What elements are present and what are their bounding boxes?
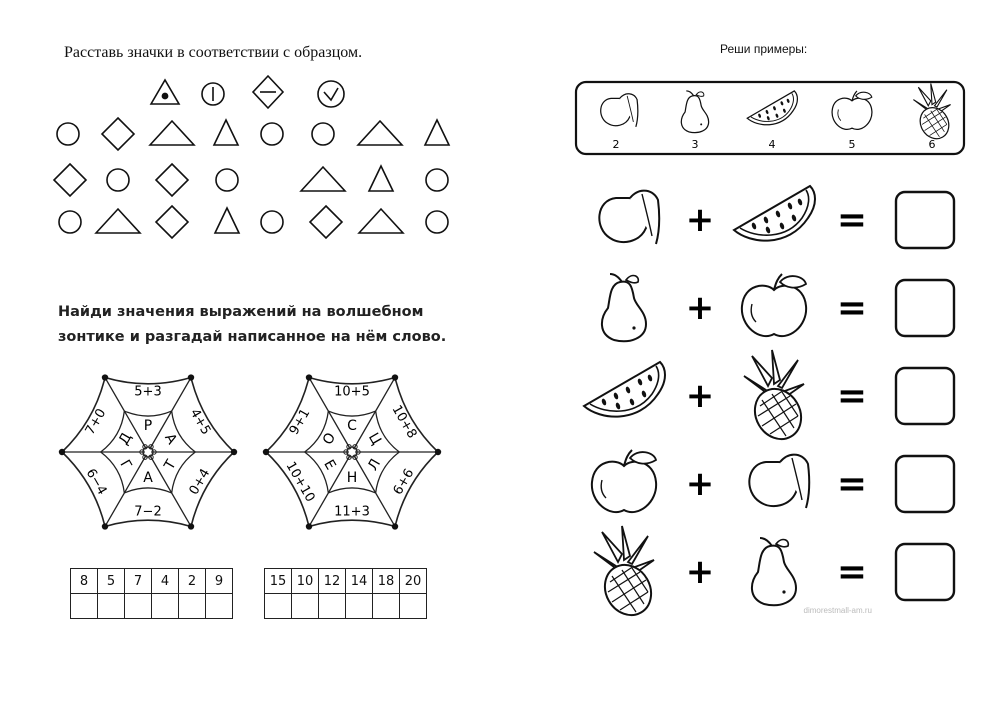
umbrella-expression: 5+3 [134, 384, 162, 400]
diamond-shape [54, 164, 86, 196]
umbrella-expression: 6+6 [390, 466, 418, 498]
answer-number-cell: 20 [400, 569, 427, 594]
umbrella-letter: Ц [364, 430, 385, 448]
answer-letter-cell[interactable] [319, 594, 346, 619]
umbrella-letter: А [161, 430, 180, 448]
answer-number-cell: 15 [265, 569, 292, 594]
equals-sign: = [836, 463, 868, 505]
answer-letter-cell[interactable] [400, 594, 427, 619]
umbrella-expression: 10+8 [388, 402, 420, 442]
answer-box[interactable] [896, 280, 954, 336]
pineapple-icon [594, 526, 660, 620]
answer-number-cell: 14 [346, 569, 373, 594]
diamond-shape [156, 206, 188, 238]
circle-shape [107, 169, 129, 191]
umbrella-letter: Г [116, 457, 135, 473]
umbrellas [40, 360, 480, 540]
circle-shape [261, 211, 283, 233]
answer-box[interactable] [896, 192, 954, 248]
circle-shape [312, 123, 334, 145]
umbrella-2 [263, 374, 441, 529]
answer-table-1 [70, 568, 233, 619]
umbrella-expression: 7+0 [82, 406, 110, 438]
circle-shape [57, 123, 79, 145]
triangle-shape [425, 120, 449, 145]
umbrella-expression: 10+5 [334, 384, 370, 400]
pineapple-icon [744, 350, 810, 448]
umbrella-expression: 7−2 [134, 504, 162, 520]
apple-icon [592, 450, 656, 512]
wide-triangle-shape [359, 209, 403, 233]
apple-icon [742, 274, 806, 336]
answer-box[interactable] [896, 544, 954, 600]
umbrella-letter: Т [161, 457, 180, 473]
answer-number-cell: 10 [292, 569, 319, 594]
circle-shape [426, 169, 448, 191]
umbrella-letter: С [347, 418, 357, 434]
umbrella-letter: Р [143, 418, 153, 434]
wide-triangle-shape [96, 209, 140, 233]
plus-sign: + [685, 552, 715, 592]
task2-title-line1: Найди значения выражений на волшебном [58, 304, 424, 320]
watermelon-icon [734, 186, 815, 241]
answer-number-cell: 7 [125, 569, 152, 594]
circle-shape [59, 211, 81, 233]
answer-letter-cell[interactable] [152, 594, 179, 619]
umbrella-expression: 11+3 [334, 504, 370, 520]
answer-table-2 [264, 568, 427, 619]
umbrella-letter: Е [320, 457, 339, 473]
umbrella-expression: 6−4 [82, 466, 110, 498]
answer-number-cell: 8 [71, 569, 98, 594]
circle-shape [261, 123, 283, 145]
task1-shapes [0, 0, 480, 260]
watermelon-icon [584, 362, 665, 417]
umbrella-letter: Л [364, 456, 385, 474]
plus-sign: + [685, 200, 715, 240]
watermark: dimorestmall-am.ru [803, 606, 872, 615]
fruit-equations [560, 60, 980, 620]
circle-shape [216, 169, 238, 191]
legend-value: 3 [691, 138, 699, 151]
answer-number-cell: 12 [319, 569, 346, 594]
answer-letter-cell[interactable] [71, 594, 98, 619]
umbrella-letter: Н [346, 470, 358, 486]
answer-letter-cell[interactable] [179, 594, 206, 619]
answer-letter-cell[interactable] [206, 594, 233, 619]
triangle-shape [369, 166, 393, 191]
triangle-shape [214, 120, 238, 145]
umbrella-expression: 4+5 [186, 406, 214, 438]
equals-sign: = [836, 199, 868, 241]
answer-letter-cell[interactable] [346, 594, 373, 619]
pear-icon [752, 538, 796, 605]
answer-letter-cell[interactable] [98, 594, 125, 619]
answer-letter-cell[interactable] [373, 594, 400, 619]
umbrella-letter: О [319, 430, 340, 448]
pear-icon [602, 274, 646, 341]
umbrella-expression: 0+4 [186, 466, 214, 498]
plus-sign: + [685, 376, 715, 416]
answer-letter-cell[interactable] [125, 594, 152, 619]
answer-number-cell: 9 [206, 569, 233, 594]
umbrella-expression: 9+1 [286, 406, 314, 438]
diamond-shape [102, 118, 134, 150]
equals-sign: = [836, 375, 868, 417]
sample-circle-check [318, 81, 344, 107]
legend-value: 4 [768, 138, 776, 151]
legend-value: 2 [612, 138, 620, 151]
answer-letter-cell[interactable] [265, 594, 292, 619]
answer-number-cell: 18 [373, 569, 400, 594]
diamond-shape [310, 206, 342, 238]
mango-icon [599, 191, 659, 244]
circle-shape [426, 211, 448, 233]
answer-box[interactable] [896, 368, 954, 424]
umbrella-letter: А [143, 470, 153, 486]
legend-value: 5 [848, 138, 856, 151]
sample-circle-bar [202, 83, 224, 105]
task2-title-line2: зонтике и разгадай написанное на нём слово. [58, 329, 447, 345]
answer-number-cell: 5 [98, 569, 125, 594]
equals-sign: = [836, 287, 868, 329]
triangle-shape [215, 208, 239, 233]
sample-triangle-dot [151, 80, 179, 104]
answer-box[interactable] [896, 456, 954, 512]
umbrella-letter: Д [115, 430, 136, 448]
legend-value: 6 [928, 138, 936, 151]
umbrella-expression: 10+10 [282, 459, 318, 505]
equals-sign: = [836, 551, 868, 593]
umbrella-1 [59, 374, 237, 529]
mango-icon [749, 455, 809, 508]
wide-triangle-shape [150, 121, 194, 145]
plus-sign: + [685, 464, 715, 504]
task1-title: Расставь значки в соответствии с образцом. [64, 44, 363, 61]
diamond-shape [156, 164, 188, 196]
plus-sign: + [685, 288, 715, 328]
answer-letter-cell[interactable] [292, 594, 319, 619]
task2-title [58, 300, 478, 350]
task3-title: Реши примеры: [720, 42, 808, 56]
answer-number-cell: 4 [152, 569, 179, 594]
answer-number-cell: 2 [179, 569, 206, 594]
wide-triangle-shape [358, 121, 402, 145]
sample-diamond-dash [253, 76, 283, 108]
wide-triangle-shape [301, 167, 345, 191]
